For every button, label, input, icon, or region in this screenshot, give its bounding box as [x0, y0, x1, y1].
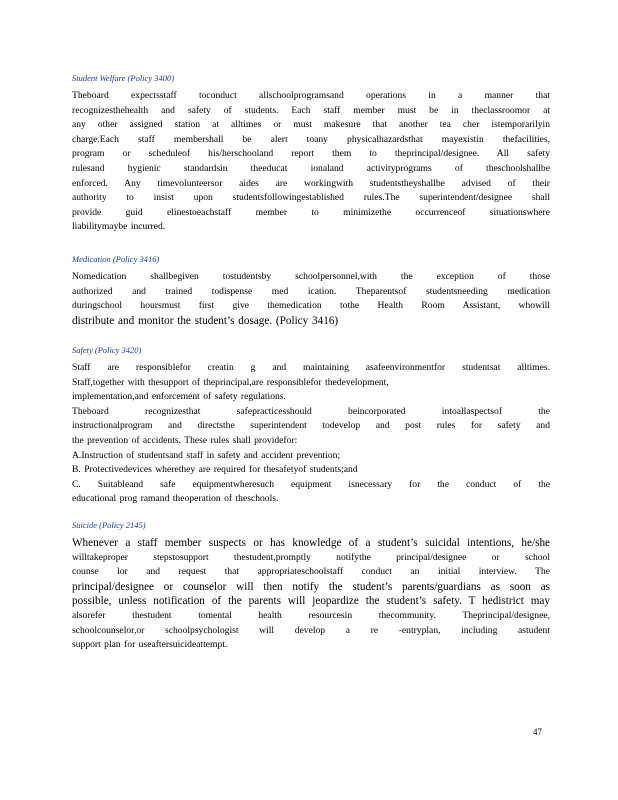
paragraph-line: B. Protectivedevices wherethey are required for thesafetyof students;and	[72, 464, 358, 476]
paragraph-line: willtakeproper stepstosupport thestudent,promptly notifythe principal/designee or school	[72, 551, 550, 563]
paragraph-line: principal/designee or counselor will then notify the student’s parents/guardians as soon as	[72, 580, 550, 593]
section-heading: Student Welfare (Policy 3400)	[72, 73, 175, 83]
paragraph-line: recognizesthehealth and safety of students. Each staff member must be in theclassroomor at	[72, 104, 550, 116]
paragraph-line: A.Instruction of studentsand staff in safety and accident prevention;	[72, 449, 341, 461]
section-heading: Suicide (Policy 2145)	[72, 520, 146, 530]
paragraph-line: rulesand hygienic standardsin theeducat ionaland activityprograms of theschoolshallbe	[72, 162, 550, 174]
paragraph-line: program or scheduleof his/herschooland report them to theprincipal/designee. All safety	[72, 148, 550, 160]
paragraph-line: C. Suitableand safe equipmentwheresuch equipment isnecessary for the conduct of the	[72, 478, 550, 490]
paragraph-line: possible, unless notification of the parents will jeopardize the student’s safety. T hedistrict may	[72, 595, 550, 608]
paragraph-line: Theboard recognizesthat safepracticesshould beincorporated intoallaspectsof the	[72, 405, 550, 417]
paragraph-line: schoolcounselor,or schoolpsychologist will develop a re -entryplan, including astudent	[72, 624, 550, 636]
paragraph-line: Nomedication shallbegiven tostudentsby schoolpersonnel,with the exception of those	[72, 271, 550, 282]
paragraph-line: any other assigned station at alltimes or must makesure that another tea cher istemporarilyin	[72, 119, 550, 131]
paragraph-line: enforced. Any timevolunteersor aides are workingwith studentstheyshallbe advised of their	[72, 177, 550, 189]
paragraph-line: instructionalprogram and directsthe superintendent todevelop and post rules for safety and	[72, 420, 550, 432]
paragraph-line: counse lor and request that appropriateschoolstaff conduct an initial interview. The	[72, 566, 550, 578]
paragraph-line: Staff,together with thesupport of theprincipal,are responsiblefor thedevelopment,	[72, 376, 389, 388]
paragraph-line: alsorefer thestudent tomental health resourcesin thecommunity. Theprincipal/designee,	[72, 609, 550, 621]
paragraph-line: the prevention of accidents. These rules shall providefor:	[72, 434, 298, 446]
section-heading: Medication (Policy 3416)	[72, 254, 160, 264]
section-heading: Safety (Policy 3420)	[72, 345, 142, 355]
paragraph-line: duringschool hoursmust first give themedication tothe Health Room Assistant, whowill	[72, 300, 550, 312]
section-medication	[72, 253, 550, 328]
page-number: 47	[533, 727, 542, 737]
paragraph-line: charge.Each staff membershall be alert toany physicalhazardsthat mayexistin thefacilities,	[72, 133, 550, 145]
paragraph-line: Theboard expectsstaff toconduct allschoolprogramsand operations in a manner that	[72, 90, 550, 101]
paragraph-line: authority to insist upon studentsfollowingestablished rules.The superintendent/designee shall	[72, 192, 550, 204]
section-suicide	[72, 519, 550, 653]
paragraph-line: support plan for useaftersuicideattempt.	[72, 639, 228, 651]
paragraph-line: provide guid elinestoeachstaff member to minimizethe occurrenceof situationswhere	[72, 206, 550, 218]
section-student-welfare	[72, 72, 550, 235]
paragraph-line: distribute and monitor the student’s dosage. (Policy 3416)	[72, 314, 339, 327]
paragraph-line: authorized and trained todispense med ication. Theparentsof studentsneeding medication	[72, 285, 550, 297]
paragraph-line: liabilitymaybe incurred.	[72, 221, 166, 233]
paragraph-line: implementation,and enforcement of safety regulations.	[72, 391, 286, 403]
paragraph-line: educational prog ramand theoperation of theschools.	[72, 493, 279, 505]
section-safety	[72, 344, 550, 507]
paragraph-line: Staff are responsiblefor creatin g and maintaining asafeenvironmentfor studentsat alltimes.	[72, 362, 550, 373]
paragraph-line: Whenever a staff member suspects or has knowledge of a student’s suicidal intentions, he/she	[72, 537, 550, 549]
